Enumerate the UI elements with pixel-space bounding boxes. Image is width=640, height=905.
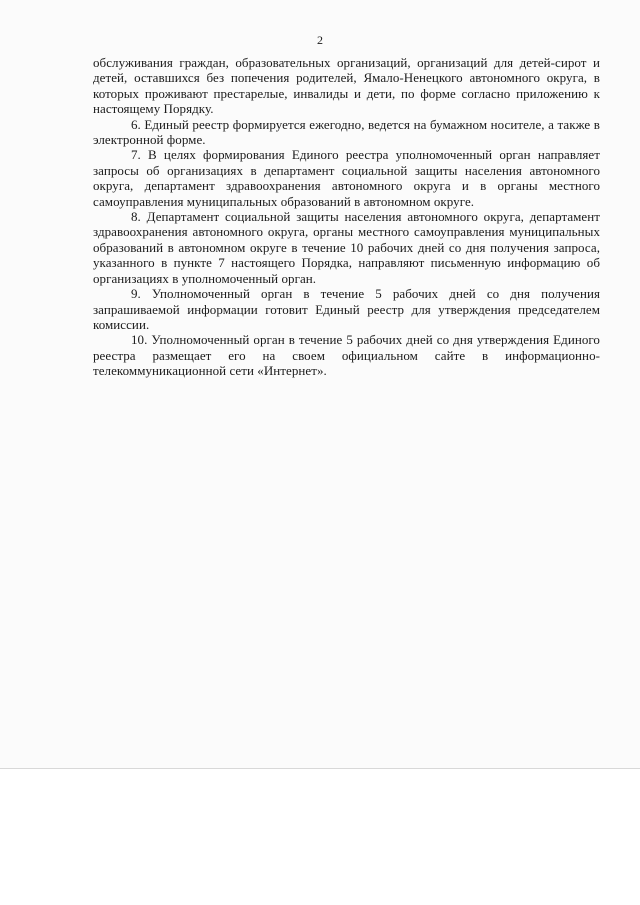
document-body xyxy=(93,55,600,379)
paragraph-10: 10. Уполномоченный орган в течение 5 рабочих дней со дня утверждения Единого реестра размещает его на своем официальном сайте в информационно-телекоммуникационной сети «Интернет». xyxy=(93,332,600,379)
paragraph-8: 8. Департамент социальной защиты населения автономного округа, департамент здравоохранения автономного округа, органы местного самоуправления муниципальных образований в автономном округе в течение 10 рабочих дней со дня получения запроса, указанного в пункте 7 настоящего Порядка, направляют письменную информацию об организациях в уполномоченный орган. xyxy=(93,209,600,286)
paragraph-9: 9. Уполномоченный орган в течение 5 рабочих дней со дня получения запрашиваемой информации готовит Единый реестр для утверждения председателем комиссии. xyxy=(93,286,600,332)
paragraph-6: 6. Единый реестр формируется ежегодно, ведется на бумажном носителе, а также в электронной форме. xyxy=(93,116,600,148)
paragraph-continuation: обслуживания граждан, образовательных организаций, организаций для детей-сирот и детей, оставшихся без попечения родителей, Ямало-Ненецкого автономного округа, в которых проживают престарелые, инвалиды и дети, по форме согласно приложению к настоящему Порядку. xyxy=(93,55,600,117)
page-number: 2 xyxy=(317,33,323,47)
page-bottom-edge xyxy=(0,768,640,769)
paragraph-7: 7. В целях формирования Единого реестра уполномоченный орган направляет запросы об организациях в департамент социальной защиты населения автономного округа, департамент здравоохранения автономного округа и в органы местного самоуправления муниципальных образований в автономном округе. xyxy=(93,147,600,209)
